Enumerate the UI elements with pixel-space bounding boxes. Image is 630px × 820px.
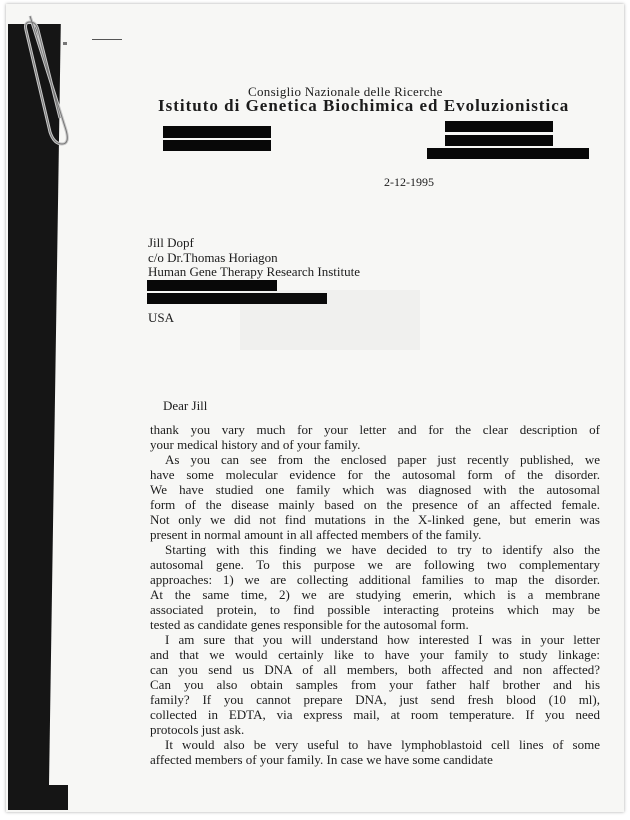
body-line: It would also be very useful to have lymphoblastoid cell lines of some: [165, 737, 600, 752]
salutation: Dear Jill: [163, 398, 208, 413]
body-line: Not only we did not find mutations in the X-linked gene, but emerin was: [150, 512, 600, 527]
body-line: associated protein, to find possible interacting proteins which may be: [150, 602, 600, 617]
redaction-bar: [445, 121, 553, 132]
body-line: tested as candidate genes responsible for the autosomal form.: [150, 617, 469, 632]
body-line: form of the disease mainly based on the presence of an affected female.: [150, 497, 600, 512]
body-line: can you send us DNA of all members, both affected and non affected?: [150, 662, 600, 677]
scan-dot: [63, 42, 67, 45]
recipient-name: Jill Dopf: [148, 235, 194, 250]
redaction-bar: [445, 135, 553, 146]
institute-name: Istituto di Genetica Biochimica ed Evoluzionistica: [158, 96, 570, 115]
redaction-bar: [163, 140, 271, 151]
recipient-organization: Human Gene Therapy Research Institute: [148, 264, 361, 279]
recipient-country: USA: [148, 310, 175, 325]
body-line: affected members of your family. In case we have some candidate: [150, 752, 493, 767]
body-line: autosomal gene. To this purpose we are following two complementary: [150, 557, 600, 572]
redaction-bar: [427, 148, 589, 159]
body-line: As you can see from the enclosed paper just recently published, we: [165, 452, 600, 467]
body-line: thank you vary much for your letter and for the clear description of: [150, 422, 600, 437]
body-line: family? If you cannot prepare DNA, just send fresh blood (10 ml),: [150, 692, 600, 707]
council-name: Consiglio Nazionale delle Ricerche: [248, 84, 443, 99]
body-line: We have studied one family which was diagnosed with the autosomal: [150, 482, 600, 497]
body-line: present in normal amount in all affected members of the family.: [150, 527, 482, 542]
recipient-care-of: c/o Dr.Thomas Horiagon: [148, 250, 278, 265]
letter-body: [150, 422, 600, 767]
body-line: Can you also obtain samples from your father half brother and his: [150, 677, 600, 692]
body-line: At the same time, 2) we are studying emerin, which is a membrane: [150, 587, 600, 602]
redaction-bar: [163, 126, 271, 138]
body-line: collected in EDTA, via express mail, at room temperature. If you need: [150, 707, 600, 722]
body-line: protocols just ask.: [150, 722, 245, 737]
scan-mark: [92, 39, 122, 40]
body-line: your medical history and of your family.: [150, 437, 361, 452]
paper-clip-icon: [22, 10, 82, 150]
body-line: Starting with this finding we have decided to try to identify also the: [165, 542, 600, 557]
body-line: have some molecular evidence for the autosomal form of the disorder.: [150, 467, 600, 482]
bleed-through: [240, 290, 420, 350]
letter-date: 2-12-1995: [384, 175, 434, 189]
body-line: approaches: 1) we are collecting additional families to map the disorder.: [150, 572, 600, 587]
body-line: I am sure that you will understand how interested I was in your letter: [165, 632, 600, 647]
body-line: and that we would certainly like to have your family to study linkage:: [150, 647, 600, 662]
